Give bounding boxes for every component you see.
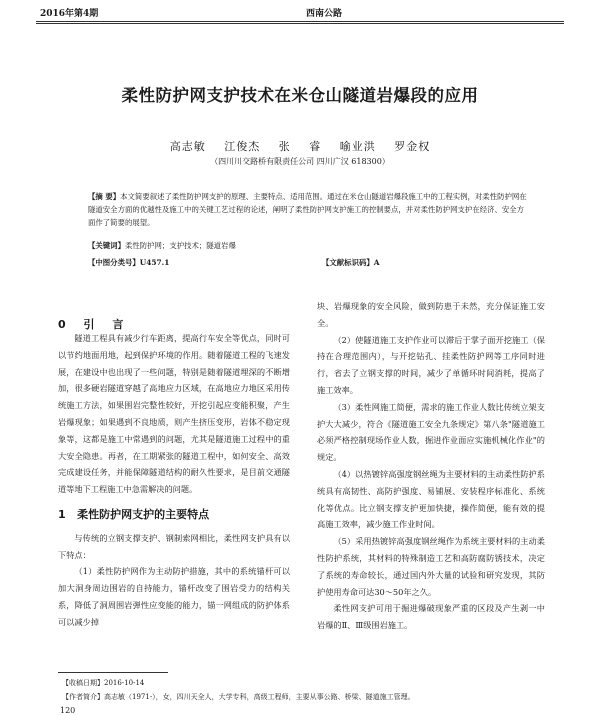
feature-item-3: （3）柔性网施工简便，需求的施工作业人数比传统立架支护大大减少，符合《隧道施工安全九条规定》第八条"隧道施工必须严格控制现场作业人数，掘进作业面应实施机械化作业"的规定。 — [317, 401, 545, 463]
footnote-rule — [58, 672, 168, 673]
application-paragraph: 柔性网支护可用于掘进爆破现象严重的区段及产生剥一中岩爆的Ⅱ、Ⅲ级围岩施工。 — [317, 603, 545, 631]
doc-code-value: A — [373, 258, 380, 267]
intro-paragraph: 隧道工程具有减少行车距离，提高行车安全等优点，同时可以节约地面用地，起到保护环境的作用。随着隧道工程的飞速发展，在建设中也出现了一些问题，特别是随着隧道埋深的不断增加，很多硬岩隧道穿越了高地应力区域，在高地应力地区采用传统施工方法，如果围岩完整性较好，开挖引起应变能积聚，产生岩爆现象；如果遇到不良地质，则产生挤压变形，岩体不稳定现象等，这都是施工中常遇到的问题，尤其是隧道施工过程中的重大安全隐患。再者，在工期紧张的隧道工程中，如何安全、高效完成建设任务，并能保障隧道结构的耐久性要求，是目前交通隧道等地下工程施工中急需解决的问题。 — [58, 333, 290, 495]
section-heading-features — [58, 507, 290, 524]
affiliation: （四川川交路桥有限责任公司 四川广汉 618300） — [210, 157, 390, 166]
header-rule-double — [36, 23, 564, 24]
clc-number — [88, 257, 169, 268]
header-rule — [36, 21, 564, 22]
footnote-received-date: 【收稿日期】2016-10-14 — [62, 679, 145, 687]
abstract-label: 【摘 要】 — [88, 192, 121, 201]
running-header-journal: 西南公路 — [306, 9, 343, 19]
feature-item-5: （5）采用热镀锌高强度钢丝绳作为系统主要材料的主动柔性防护系统，其材料的特殊制造工艺和高防腐防锈技术，决定了系统的寿命较长，通过国内外大量的试验和研究发现，其防护使用寿命可达30～50年之久。 — [317, 536, 545, 597]
abstract — [88, 190, 528, 229]
section-title: 柔性防护网支护的主要特点 — [77, 507, 210, 521]
page-number: 120 — [60, 706, 76, 715]
feature-item-2: （2）使隧道施工支护作业可以滞后于掌子面开挖施工（保持在合理范围内），与开挖钻孔、挂柔性防护网等工序同时进行，省去了立钢支撑的时间，减少了单循环时间消耗，提高了施工效率。 — [317, 334, 545, 395]
section-number: 1 — [58, 507, 66, 521]
feature-item-1: （1）柔性防护网作为主动防护措施，其中的系统锚杆可以加大洞身周边围岩的自持能力，锚杆改变了围岩受力的结构关系，降低了洞周围岩弹性应变能的能力，锚一网组成的防护体系可以减少掉 — [58, 566, 290, 627]
clc-label: 【中图分类号】 — [88, 258, 140, 267]
feature-item-1-continued: 块、岩爆现象的安全风险，做到防患于未然，充分保证施工安全。 — [317, 301, 545, 328]
running-header-issue: 2016年第4期 — [40, 9, 99, 19]
clc-value: U457.1 — [139, 258, 170, 267]
keywords-label: 【关键词】 — [88, 241, 125, 250]
right-column — [317, 298, 545, 634]
doc-code-label: 【文献标识码】 — [322, 258, 374, 267]
section-number: 0 — [58, 318, 66, 331]
abstract-text: 本文简要叙述了柔性防护网支护的原理、主要特点、适用范围。通过在米仓山隧道岩爆段施工中的工程实例，对柔性防护网在隧道安全方面的优越性及施工中的关键工艺过程的论述，阐明了柔性防护网支护施工的控制要点，并对柔性防护网支护在经济、安全方面作了简要的展望。 — [88, 192, 527, 227]
author-list: 高志敏 江俊杰 张 睿 喻业洪 罗金权 — [169, 140, 431, 153]
keywords-text: 柔性防护网；支护技术；隧道岩爆 — [124, 241, 236, 250]
left-column — [58, 330, 290, 631]
document-code — [322, 257, 379, 268]
keywords — [88, 240, 528, 251]
article-title: 柔性防护网支护技术在米仓山隧道岩爆段的应用 — [121, 86, 479, 105]
feature-item-4: （4）以热镀锌高强度钢丝绳为主要材料的主动柔性防护系统具有高韧性、高防护强度、易铺展、安装程序标准化、系统化等优点。比立钢支撑支护更加快捷，操作简便，能有效的提高施工效率，减少施工作业时间。 — [317, 468, 545, 530]
section-title: 引 言 — [83, 318, 124, 331]
features-intro-paragraph: 与传统的立钢支撑支护、钢制索网相比，柔性网支护具有以下特点： — [58, 532, 290, 560]
footnote-author-bio: 【作者简介】高志敏（1971-），女，四川天全人，大学专科，高级工程师，主要从事公路、桥梁、隧道施工管理。 — [62, 693, 415, 701]
